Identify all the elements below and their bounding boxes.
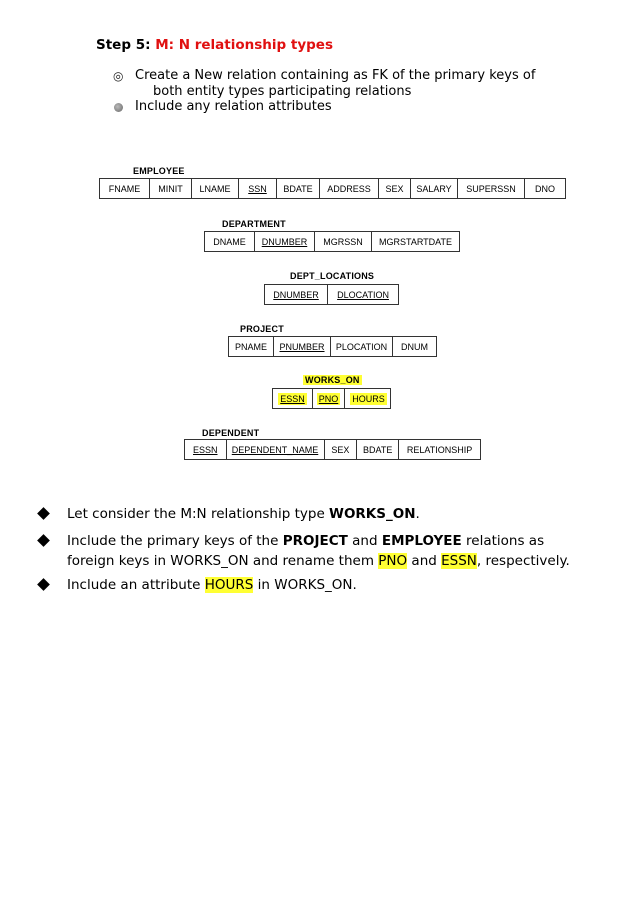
essn-highlight: ESSN [441,553,477,569]
department-col-mgrssn: MGRSSN [315,232,372,251]
point-3: Include an attribute HOURS in WORKS_ON. [67,575,357,595]
dependent-col-bdate: BDATE [357,440,399,459]
point-2: Include the primary keys of the PROJECT and EMPLOYEE relations as foreign keys in WORKS_ON and rename them PNO and ESSN, respectively. [67,531,570,571]
dept-locations-relation [264,284,399,305]
dependent-col-essn: ESSN [185,440,227,459]
section-heading [96,37,333,53]
employee-col-salary: SALARY [411,179,458,198]
project-col-dnum: DNUM [401,341,428,352]
point-1: Let consider the M:N relationship type WORKS_ON. [67,504,420,524]
bullet-item-1 [113,68,536,100]
bullet-2-line-1: Include any relation attributes [135,99,332,114]
project-relation [228,336,437,357]
employee-col-sex: SEX [379,179,411,198]
department-title: DEPARTMENT [222,219,286,229]
pno-highlight: PNO [378,553,408,569]
employee-relation [99,178,566,199]
dept-locations-col-dlocation: DLOCATION [337,289,389,300]
department-relation [204,231,460,252]
employee-col-dno: DNO [535,183,555,194]
bullet-1-line-1: Create a New relation containing as FK of the primary keys of [135,68,536,83]
dependent-col-relationship: RELATIONSHIP [406,444,473,455]
dependent-title: DEPENDENT [202,428,260,438]
step-label: Step 5: [96,37,151,53]
step-title: M: N relationship types [155,37,333,53]
dependent-relation [184,439,481,460]
diamond-bullet-icon [37,507,50,520]
project-col-pname: PNAME [229,337,274,356]
hours-highlight: HOURS [204,577,254,593]
employee-col-address: ADDRESS [320,179,379,198]
works-on-col-pno: PNO [313,389,345,408]
project-title: PROJECT [240,324,284,334]
works-on-relation [272,388,391,409]
dependent-col-sex: SEX [325,440,358,459]
dept-locations-col-dnumber: DNUMBER [265,285,328,304]
works-on-title: WORKS_ON [305,375,360,385]
bullseye-bullet-icon: ◎ [113,69,124,83]
employee-col-ssn: SSN [239,179,277,198]
employee-col-fname: FNAME [100,179,150,198]
employee-col-superssn: SUPERSSN [458,179,525,198]
works-on-col-hours: HOURS [352,393,385,404]
project-col-pnumber: PNUMBER [274,337,331,356]
circle-bullet-icon [114,103,123,112]
department-col-dname: DNAME [205,232,255,251]
department-col-mgrstartdate: MGRSTARTDATE [378,236,452,247]
department-col-dnumber: DNUMBER [255,232,315,251]
bullet-1-line-2: both entity types participating relations [153,84,412,99]
employee-col-minit: MINIT [150,179,192,198]
dept-locations-title: DEPT_LOCATIONS [290,271,375,281]
works-on-col-essn: ESSN [273,389,313,408]
diamond-bullet-icon [37,578,50,591]
project-col-plocation: PLOCATION [331,337,393,356]
employee-col-lname: LNAME [192,179,239,198]
diamond-bullet-icon [37,534,50,547]
employee-title: EMPLOYEE [133,166,185,176]
bullet-item-2 [135,99,332,115]
employee-col-bdate: BDATE [277,179,320,198]
dependent-col-dependent-name: DEPENDENT_NAME [227,440,325,459]
